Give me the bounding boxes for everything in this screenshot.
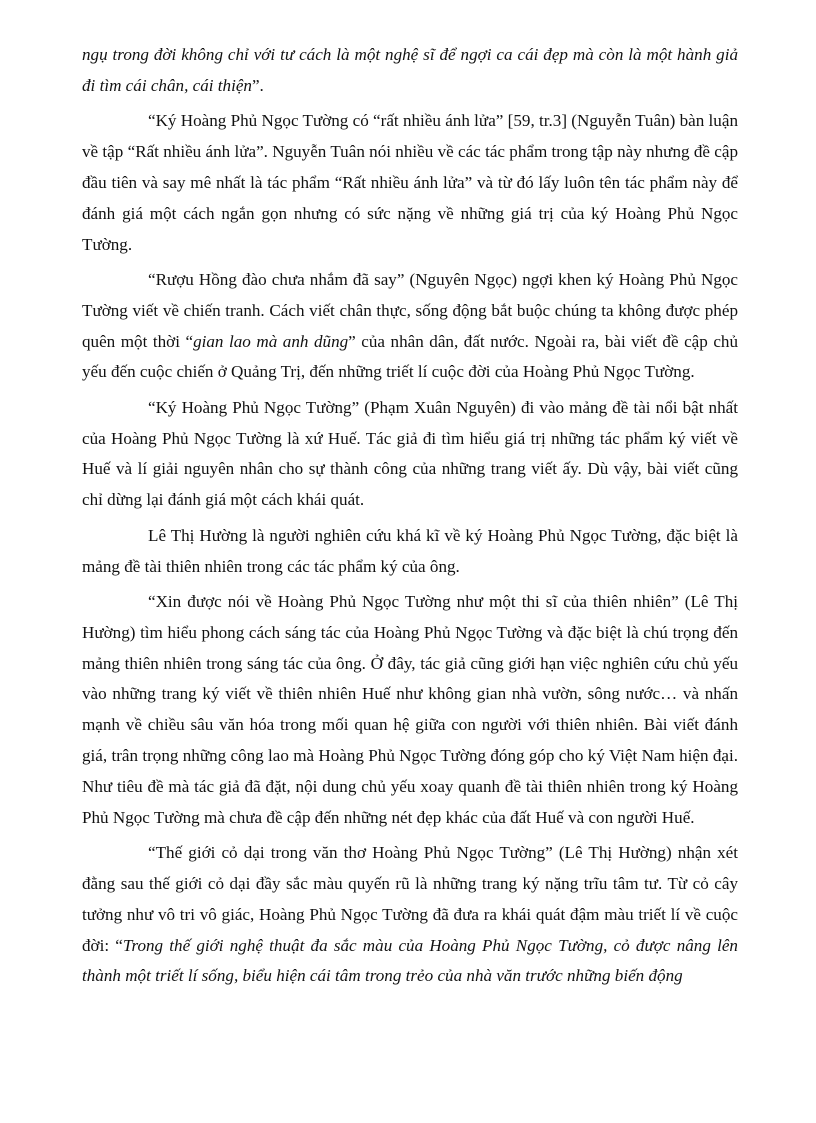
italic-text: ngụ trong đời không chỉ với tư cách là một nghệ sĩ để ngợi ca cái đẹp mà còn là một hành giả đi tìm cái chân, cái thiện [82, 45, 738, 95]
text-run: “Ký Hoàng Phủ Ngọc Tường” (Phạm Xuân Nguyên) đi vào mảng đề tài nổi bật nhất của Hoàng Phủ Ngọc Tường là xứ Huế. Tác giả đi tìm hiểu giá trị những tác phẩm ký viết về Huế và lí giải nguyên nhân cho sự thành công của những trang viết ấy. Dù vậy, bài viết cũng chỉ dừng lại đánh giá một cách khái quát. [82, 397, 738, 510]
italic-text: gian lao mà anh dũng [193, 331, 349, 351]
italic-text: Trong thế giới nghệ thuật đa sắc màu của Hoàng Phủ Ngọc Tường, cỏ được nâng lên thành một triết lí sống, biểu hiện cái tâm trong trẻo của nhà văn trước những biến động [82, 935, 738, 986]
text-run: “Ký Hoàng Phủ Ngọc Tường có “rất nhiều ánh lửa” [59, tr.3] (Nguyễn Tuân) bàn luận về tập “Rất nhiều ánh lửa”. Nguyễn Tuân nói nhiều về các tác phẩm trong tập này nhưng đề cập đầu tiên và say mê nhất là tác phẩm “Rất nhiều ánh lửa” và từ đó lấy luôn tên tác phẩm này để đánh giá một cách ngắn gọn nhưng có sức nặng về những giá trị của ký Hoàng Phủ Ngọc Tường. [82, 111, 738, 254]
text-run: “Rượu Hồng đào chưa nhắm đã say” (Nguyên Ngọc) ngợi khen ký Hoàng Phủ Ngọc Tường viết về chiến tranh. Cách viết chân thực, sống động bắt buộc chúng ta không được phép quên một thời “ [82, 269, 738, 351]
text-run: “Thế giới cỏ dại trong văn thơ Hoàng Phủ Ngọc Tường” (Lê Thị Hường) nhận xét đằng sau thế giới cỏ dại đầy sắc màu quyến rũ là những trang ký nặng trĩu tâm tư. Từ cỏ cây tưởng như vô tri vô giác, Hoàng Phủ Ngọc Tường đã đưa ra khái quát đậm màu triết lí về cuộc đời: “ [82, 843, 738, 955]
paragraph [82, 106, 738, 260]
paragraph [82, 393, 738, 516]
document-page [82, 40, 738, 997]
paragraph [82, 521, 738, 583]
paragraph [82, 40, 738, 102]
text-run: Lê Thị Hường là người nghiên cứu khá kĩ về ký Hoàng Phủ Ngọc Tường, đặc biệt là mảng đề tài thiên nhiên trong các tác phẩm ký của ông. [82, 525, 738, 576]
text-run: ”. [251, 75, 264, 95]
paragraph [82, 265, 738, 388]
paragraph [82, 838, 738, 992]
paragraph [82, 587, 738, 834]
text-run: ” của nhân dân, đất nước. Ngoài ra, bài viết đề cập chủ yếu đến cuộc chiến ở Quảng Trị, đến những triết lí cuộc đời của Hoàng Phủ Ngọc Tường. [82, 331, 739, 382]
text-run: “Xin được nói về Hoàng Phủ Ngọc Tường như một thi sĩ của thiên nhiên” (Lê Thị Hường) tìm hiểu phong cách sáng tác của Hoàng Phủ Ngọc Tường và đặc biệt là chú trọng đến mảng thiên nhiên trong sáng tác của ông. Ở đây, tác giả cũng giới hạn việc nghiên cứu chủ yếu vào những trang ký viết về thiên nhiên Huế như không gian nhà vườn, sông nước… và nhấn mạnh về chiều sâu văn hóa trong mối quan hệ giữa con người với thiên nhiên. Bài viết đánh giá, trân trọng những công lao mà Hoàng Phủ Ngọc Tường đóng góp cho ký Việt Nam hiện đại. Như tiêu đề mà tác giả đã đặt, nội dung chủ yếu xoay quanh đề tài thiên nhiên trong ký Hoàng Phủ Ngọc Tường mà chưa đề cập đến những nét đẹp khác của đất Huế và con người Huế. [82, 591, 738, 827]
